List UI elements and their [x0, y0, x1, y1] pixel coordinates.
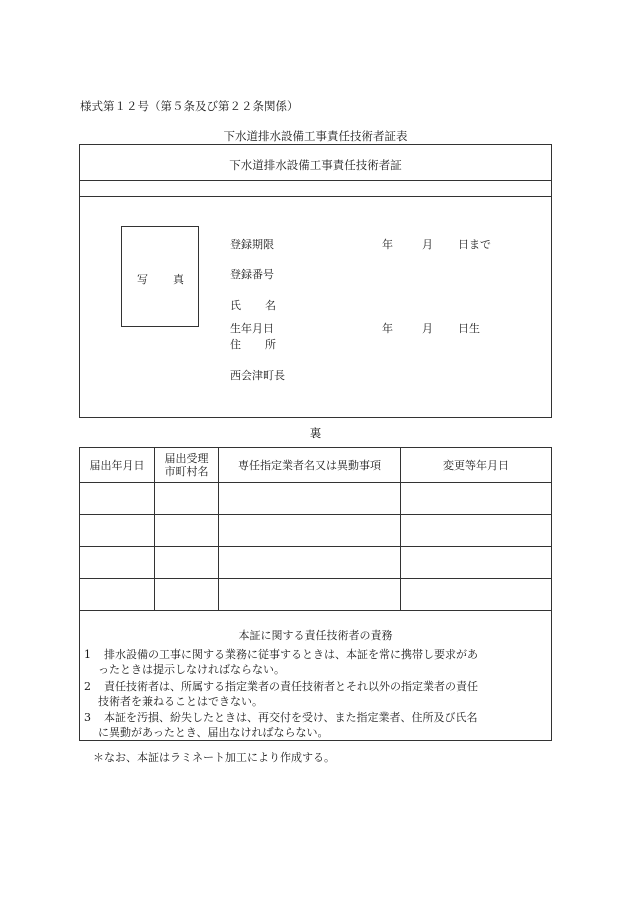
duty-text-line1: 本証を汚損、紛失したときは、再交付を受け、また指定業者、住所及び氏名: [104, 711, 478, 724]
photo-label-1: 写: [137, 273, 148, 286]
table-row-cell[interactable]: [80, 547, 154, 578]
table-row-cell[interactable]: [219, 547, 400, 578]
table-row-cell[interactable]: [401, 483, 551, 514]
table-row-cell[interactable]: [219, 483, 400, 514]
photo-label-2: 真: [173, 273, 184, 286]
photo-box: [121, 226, 199, 327]
registration-number-label: 登録番号: [230, 268, 274, 281]
table-row-cell[interactable]: [80, 483, 154, 514]
duty-item-2: [84, 680, 554, 709]
registration-period-month: 月: [422, 238, 433, 251]
col-header-change-date: 変更等年月日: [443, 458, 509, 472]
front-title: 下水道排水設備工事責任技術者証: [229, 158, 402, 172]
table-row-cell[interactable]: [80, 579, 154, 610]
table-row-cell[interactable]: [401, 515, 551, 546]
table-row-cell[interactable]: [155, 547, 218, 578]
duty-text-line1: 排水設備の工事に関する業務に従事するときは、本証を常に携帯し要求があ: [104, 648, 478, 661]
table-row-cell[interactable]: [401, 579, 551, 610]
registration-period-year: 年: [382, 238, 393, 251]
duty-number: 3: [84, 711, 91, 724]
address-label-2: 所: [265, 338, 276, 351]
table-row-cell[interactable]: [219, 579, 400, 610]
table-row-cell[interactable]: [80, 515, 154, 546]
birth-date-label: 生年月日: [230, 322, 274, 335]
name-label-2: 名: [265, 299, 276, 312]
duty-text-line1: 責任技術者は、所属する指定業者の責任技術者とそれ以外の指定業者の責任: [104, 680, 478, 693]
table-row-cell[interactable]: [155, 483, 218, 514]
back-row-line: [79, 610, 552, 611]
footnote: ＊なお、本証はラミネート加工により作成する。: [93, 751, 335, 764]
birth-date-day: 日生: [458, 322, 480, 335]
table-row-cell[interactable]: [155, 515, 218, 546]
duty-text-line2: 技術者を兼ねることはできない。: [98, 694, 263, 708]
duties-title: 本証に関する責任技術者の責務: [238, 629, 393, 642]
registration-period-label: 登録期限: [230, 238, 274, 251]
col-header-contractor: 専任指定業者名又は異動事項: [238, 458, 381, 472]
address-label-1: 住: [230, 338, 241, 351]
birth-date-month: 月: [422, 322, 433, 335]
duty-text-line2: ったときは提示しなければならない。: [98, 662, 285, 676]
birth-date-year: 年: [382, 322, 393, 335]
table-row-cell[interactable]: [219, 515, 400, 546]
duty-number: 1: [84, 648, 91, 661]
duty-item-3: [84, 711, 554, 740]
front-divider-2: [79, 196, 552, 197]
front-divider-1: [79, 180, 552, 181]
col-header-city: 届出受理 市町村名: [164, 452, 209, 478]
table-caption: 下水道排水設備工事責任技術者証表: [223, 129, 408, 143]
issuer-label: 西会津町長: [230, 369, 285, 382]
duty-text-line2: に異動があったとき、届出なければならない。: [98, 725, 329, 739]
form-number: 様式第１２号（第５条及び第２２条関係）: [80, 99, 299, 113]
table-row-cell[interactable]: [401, 547, 551, 578]
col-header-date: 届出年月日: [89, 458, 145, 472]
table-row-cell[interactable]: [155, 579, 218, 610]
duty-number: 2: [84, 680, 91, 693]
registration-period-day: 日まで: [458, 238, 491, 251]
duty-item-1: [84, 648, 554, 677]
name-label-1: 氏: [230, 299, 241, 312]
back-title: 裏: [309, 426, 322, 440]
